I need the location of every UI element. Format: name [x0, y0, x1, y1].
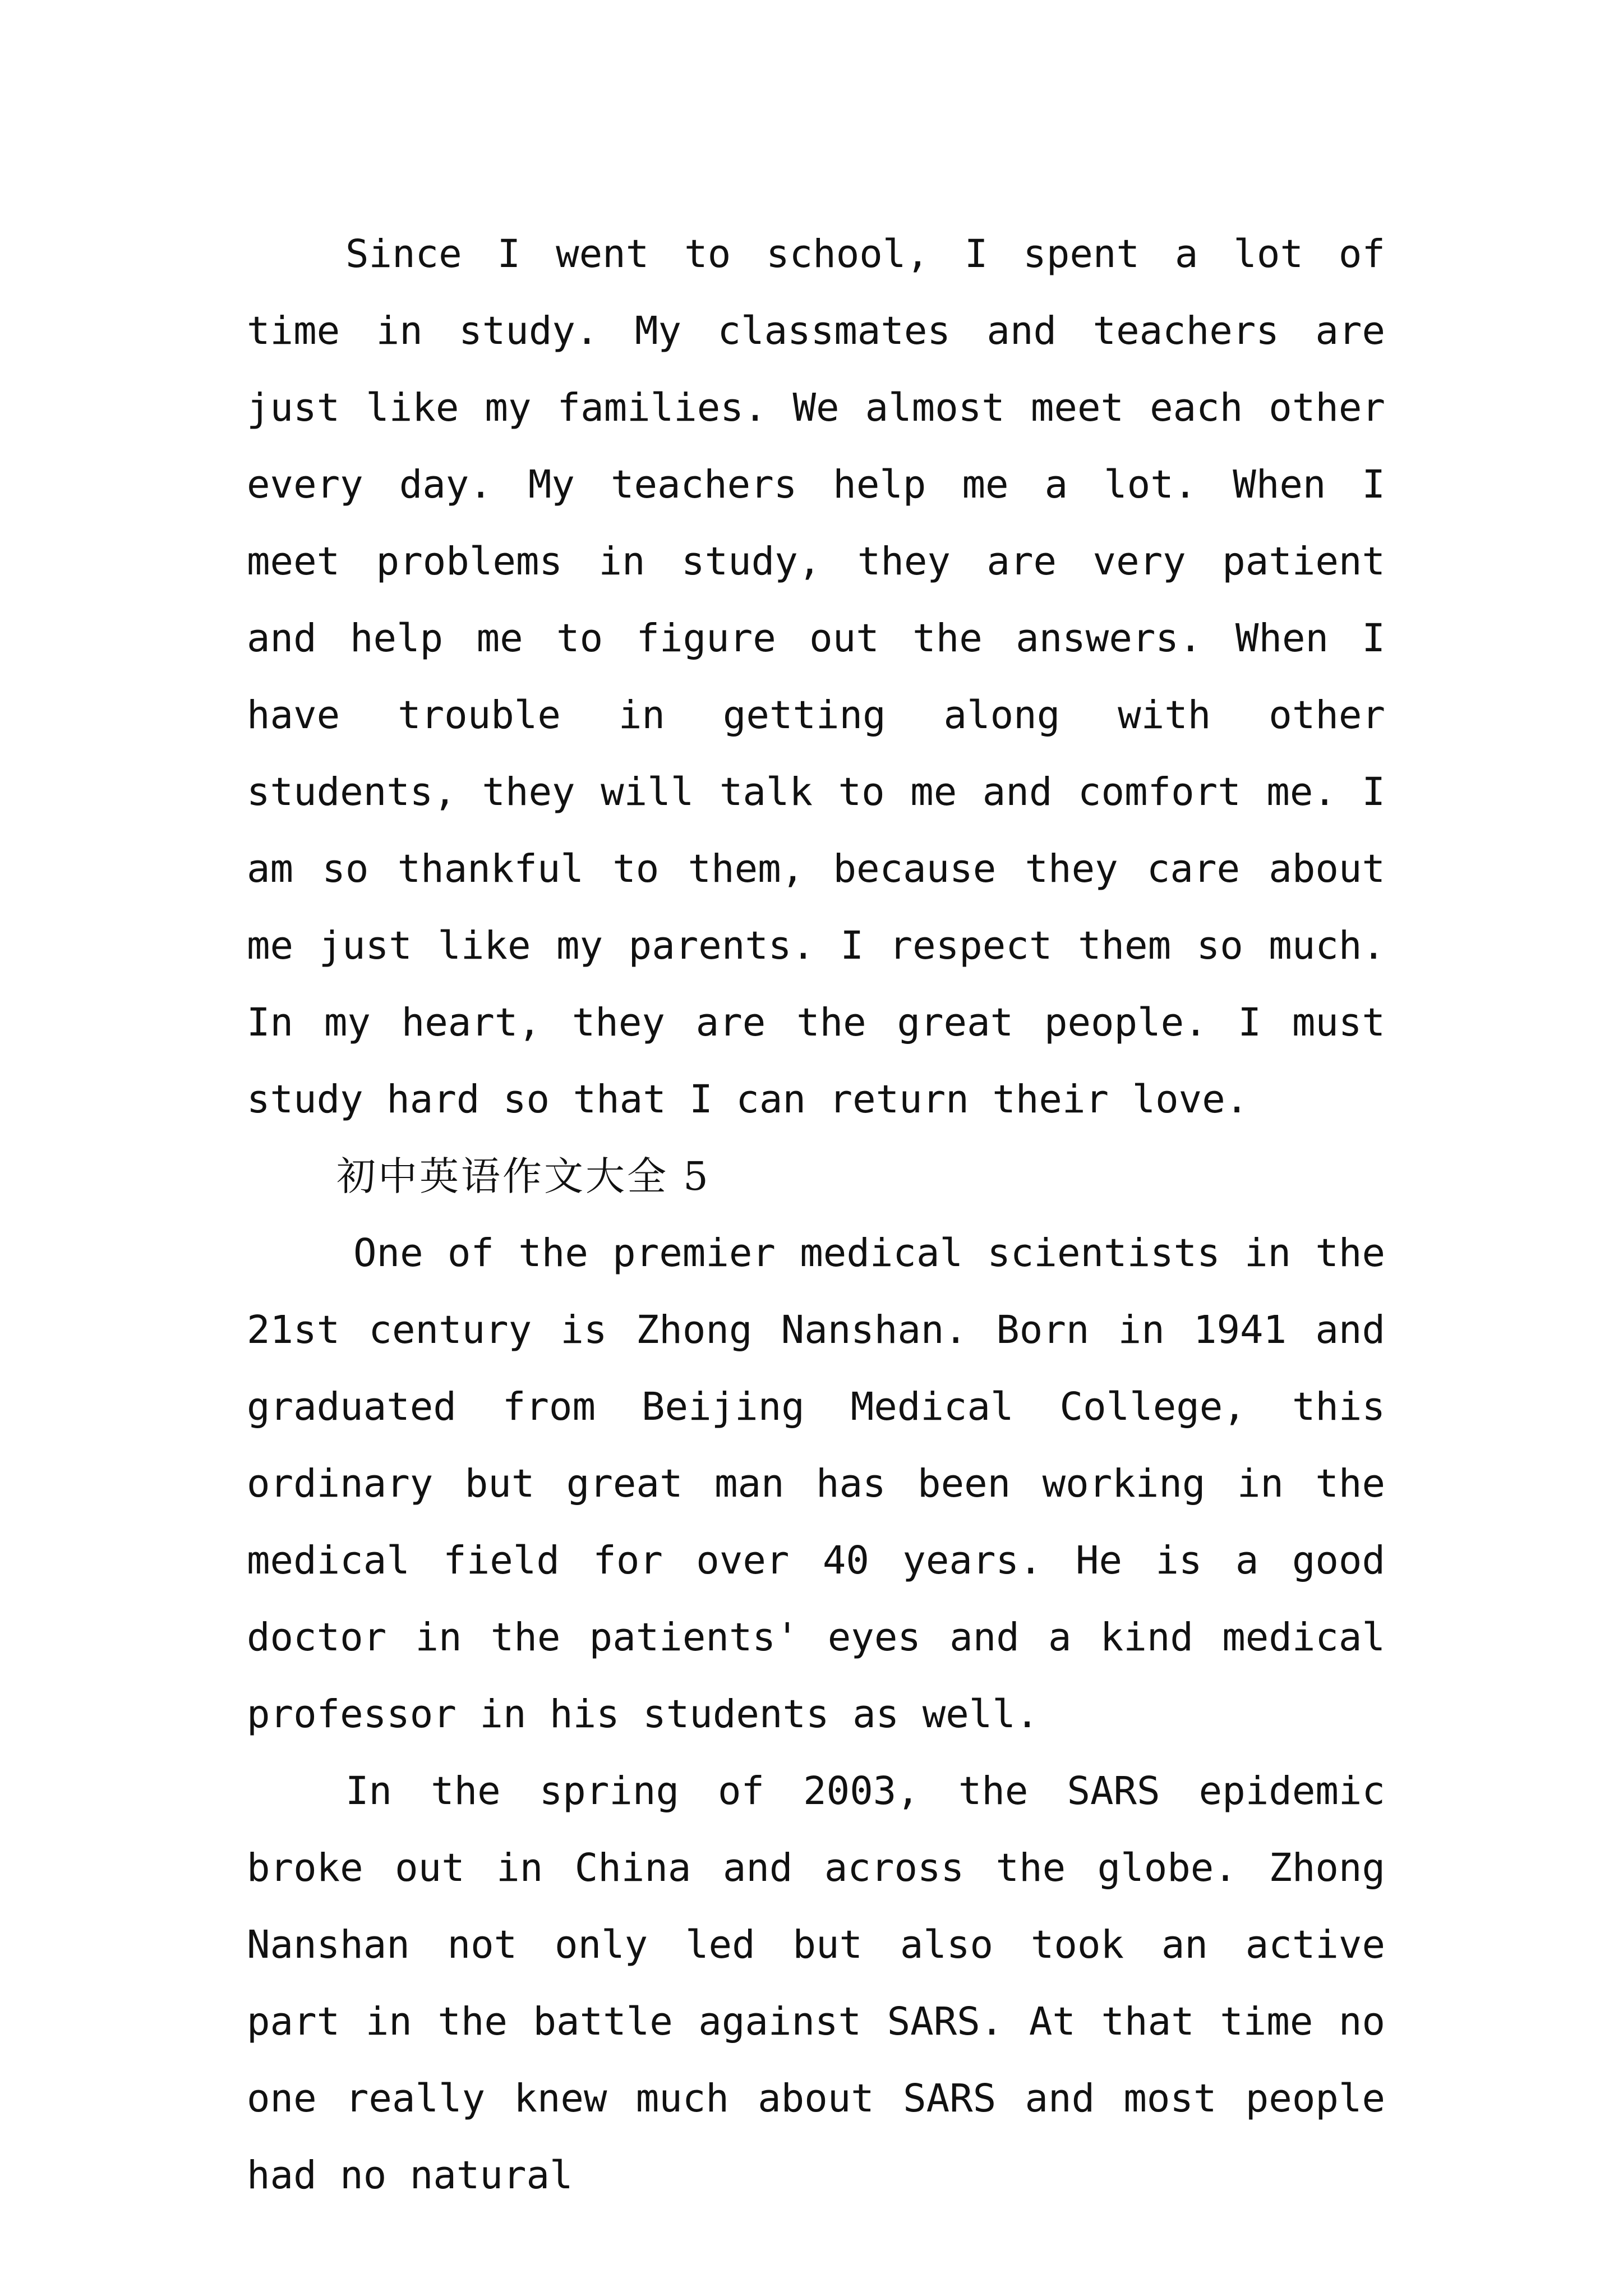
paragraph-zhong-nanshan-intro: One of the premier medical scientists in the 21st century is Zhong Nanshan. Born in 1941 and graduated from Beijing Medical College, this ordinary but great man has been working in the medical field for over 40 years. He is a good doctor in the patients' eyes and a kind medical professor in his students as well.: [247, 1231, 1385, 1737]
section-heading: 初中英语作文大全 5: [336, 1153, 711, 1199]
paragraph-sars: In the spring of 2003, the SARS epidemic broke out in China and across the globe. Zhong Nanshan not only led but also took an active part in the battle against SARS. At that time no one really knew much about SARS and most people had no natural: [247, 1769, 1385, 2198]
document-body: [247, 216, 1385, 2214]
paragraph-teachers: Since I went to school, I spent a lot of time in study. My classmates and teachers are just like my families. We almost meet each other every day. My teachers help me a lot. When I meet problems in study, they are very patient and help me to figure out the answers. When I have trouble in getting along with other students, they will talk to me and comfort me. I am so thankful to them, because they care about me just like my parents. I respect them so much. In my heart, they are the great people. I must study hard so that I can return their love.: [247, 232, 1385, 1122]
